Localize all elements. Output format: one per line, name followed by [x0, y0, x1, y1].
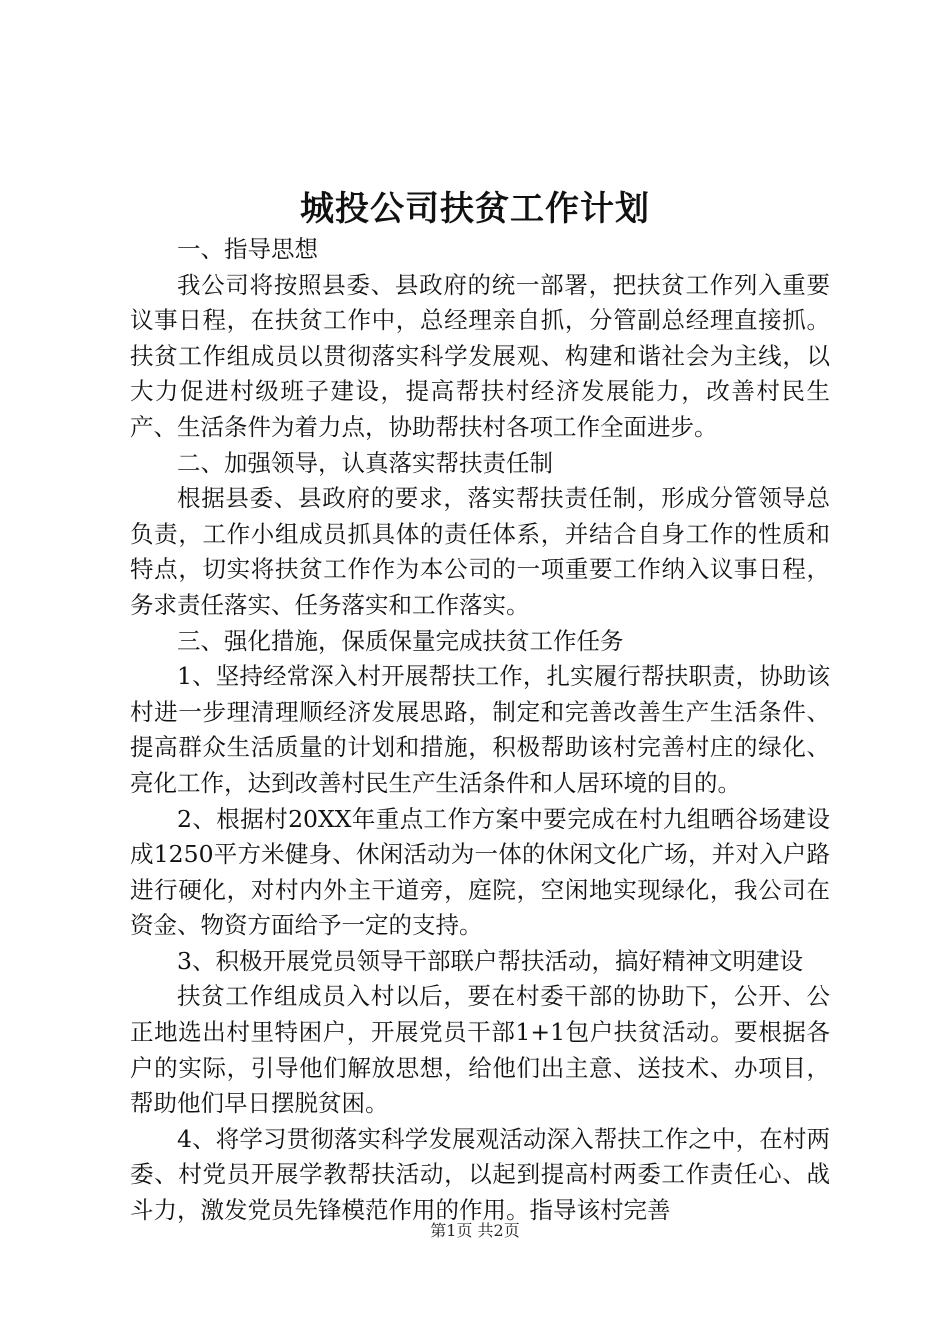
document-title: 城投公司扶贫工作计划 — [300, 189, 650, 229]
list-item-2: 2、根据村20XX年重点工作方案中要完成在村九组晒谷场建设成1250平方米健身、休闲活动为一体的休闲文化广场，并对入户路进行硬化，对村内外主干道旁，庭院，空闲地实现绿化，我公司在资金、物资方面给予一定的支持。 — [130, 804, 830, 940]
list-item-4: 4、将学习贯彻落实科学发展观活动深入帮扶工作之中，在村两委、村党员开展学教帮扶活动，以起到提高村两委工作责任心、战斗力，激发党员先锋模范作用的作用。指导该村完善 — [130, 1124, 830, 1225]
list-item-1: 1、坚持经常深入村开展帮扶工作，扎实履行帮扶职责，协助该村进一步理清理顺经济发展思路，制定和完善改善生产生活条件、提高群众生活质量的计划和措施，积极帮助该村完善村庄的绿化、亮化工作，达到改善村民生产生活条件和人居环境的目的。 — [130, 662, 830, 797]
document-body — [130, 232, 830, 1229]
list-item-3: 3、积极开展党员领导干部联户帮扶活动，搞好精神文明建设 — [177, 946, 803, 975]
section-heading-2: 二、加强领导，认真落实帮扶责任制 — [177, 448, 553, 477]
section-heading-3: 三、强化措施，保质保量完成扶贫工作任务 — [177, 626, 624, 655]
paragraph: 我公司将按照县委、县政府的统一部署，把扶贫工作列入重要议事日程，在扶贫工作中，总经理亲自抓，分管副总经理直接抓。扶贫工作组成员以贯彻落实科学发展观、构建和谐社会为主线，以大力促进村级班子建设，提高帮扶村经济发展能力，改善村民生产、生活条件为着力点，协助帮扶村各项工作全面进步。 — [130, 270, 830, 441]
section-heading-1: 一、指导思想 — [177, 235, 318, 263]
page-footer: 第1页 共2页 — [430, 1221, 520, 1240]
paragraph: 根据县委、县政府的要求，落实帮扶责任制，形成分管领导总负责，工作小组成员抓具体的责任体系，并结合自身工作的性质和特点，切实将扶贫工作作为本公司的一项重要工作纳入议事日程，务求责任落实、任务落实和工作落实。 — [130, 484, 830, 619]
paragraph: 扶贫工作组成员入村以后，要在村委干部的协助下，公开、公正地选出村里特困户，开展党员干部1+1包户扶贫活动。要根据各户的实际，引导他们解放思想，给他们出主意、送技术、办项目，帮助他们早日摆脱贫困。 — [130, 982, 830, 1118]
